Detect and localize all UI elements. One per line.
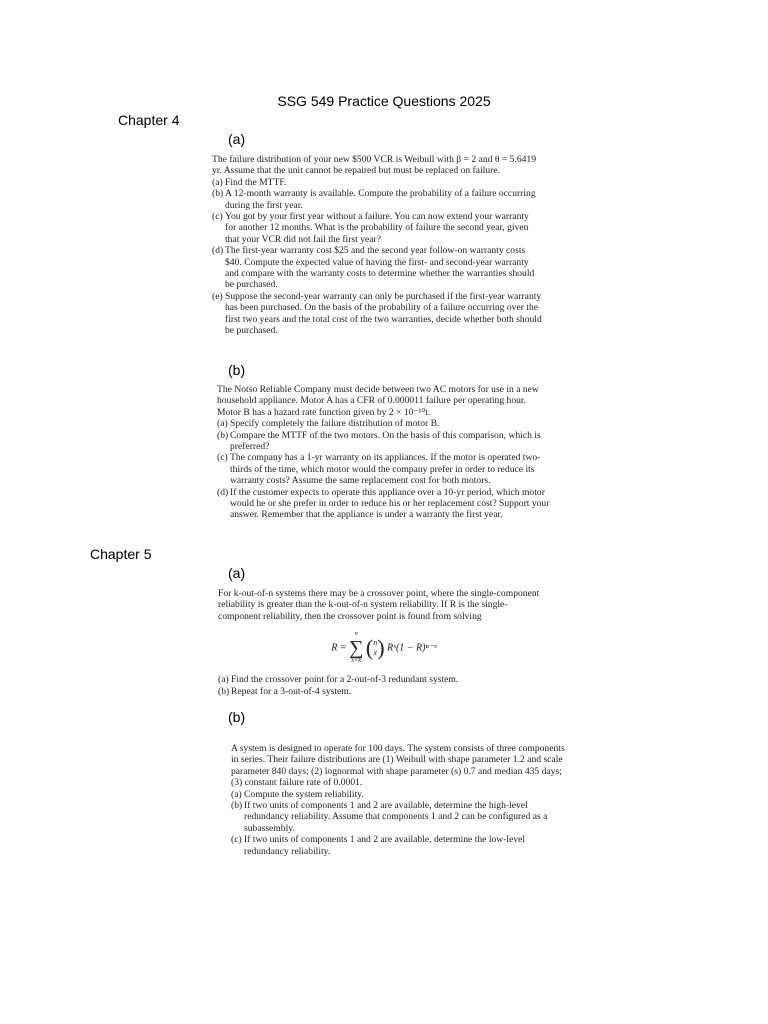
binom-open-paren: ( [365, 635, 374, 661]
ch4-problem-b-label: (b) [228, 362, 246, 378]
document-title: SSG 549 Practice Questions 2025 [277, 93, 491, 109]
sigma-symbol: ∑ [349, 637, 364, 660]
problem-intro: The Notso Reliable Company must decide between two AC motors for use in a new household appliance. Motor A has a CFR of 0.000011 failure per operating hour. Motor B has a hazard rate function given by 2 × 10⁻¹⁰t. [217, 384, 539, 418]
ch4-problem-a-label: (a) [228, 131, 246, 147]
ch5-problem-a-label: (a) [228, 565, 246, 581]
sum-operator [349, 630, 363, 666]
binom-close-paren: ) [377, 635, 385, 661]
formula-rhs: Rˣ(1 − R)ⁿ⁻ˣ [387, 642, 437, 654]
crossover-formula [218, 630, 550, 666]
problem-part: (b) Repeat for a 3-out-of-4 system. [218, 685, 352, 697]
ch4-problem-a [212, 154, 542, 337]
problem-part: (b) A 12-month warranty is available. Compute the probability of a failure occurring during the first year. [212, 188, 536, 211]
problem-parts [218, 674, 550, 697]
sum-lower-limit: x=k [351, 658, 361, 665]
problem-parts [217, 418, 551, 521]
problem-part: (c) The company has a 1-yr warranty on its appliances. If the motor is operated two-thirds of the time, which motor would the company prefer in order to reduce its warranty costs? Assume the same replacement cost for both motors. [217, 452, 541, 487]
problem-part: (b) If two units of components 1 and 2 are available, determine the high-level redundancy reliability. Assume that components 1 and 2 can be configured as a subassembly. [231, 800, 548, 834]
problem-part: (d) The first-year warranty cost $25 and the second year follow-on warranty costs $40. Compute the expected value of having the first- and second-year warranty and compare with the warranty costs to determine whether the warranties should be purchased. [212, 245, 535, 291]
problem-parts [231, 789, 565, 857]
problem-intro: A system is designed to operate for 100 days. The system consists of three components in series. Their failure distributions are (1) Weibull with shape parameter 1.2 and scale parameter 840 days; (2) lognormal with shape parameter (s) 0.7 and median 435 days; (3) constant failure rate of 0.0001. [231, 743, 565, 789]
chapter-4-heading: Chapter 4 [118, 112, 180, 128]
problem-part: (a) Find the MTTF. [212, 176, 287, 188]
problem-intro: For k-out-of-n systems there may be a crossover point, where the single-component reliability is greater than the k-out-of-n system reliability. If R is the single-component reliability, then the crossover point is found from solving [218, 588, 540, 622]
problem-intro: The failure distribution of your new $500 VCR is Weibull with β = 2 and θ = 5.6419 yr. Assume that the unit cannot be repaired but must be replaced on failure. [212, 154, 537, 177]
problem-part: (d) If the customer expects to operate this appliance over a 10-yr period, which motor would he or she prefer in order to reduce his or her replacement cost? Support your answer. Remember that the appliance is under a warranty the first year. [217, 486, 550, 521]
binom-top: n [373, 638, 378, 648]
ch4-problem-b [217, 384, 551, 521]
problem-part: (e) Suppose the second-year warranty can only be purchased if the first-year warranty has been purchased. On the basis of the probability of a failure occurring over the first two years and the total cost of the two warranties, decide whether both should be purchased. [212, 290, 542, 337]
ch5-problem-b [231, 743, 565, 857]
problem-part: (b) Compare the MTTF of the two motors. On the basis of this comparison, which is preferred? [217, 429, 541, 453]
problem-part: (a) Specify completely the failure distribution of motor B. [217, 418, 440, 430]
problem-part: (c) You got by your first year without a failure. You can now extend your warranty for another 12 months. What is the probability of failure the second year, given that your VCR did not fail the first year? [212, 211, 529, 245]
chapter-5-heading: Chapter 5 [90, 546, 152, 562]
formula-lhs: R = [331, 642, 347, 654]
problem-part: (a) Find the crossover point for a 2-out-of-3 redundant system. [218, 674, 459, 686]
binom-bottom: x [373, 648, 377, 658]
problem-part: (c) If two units of components 1 and 2 are available, determine the low-level redundancy reliability. [231, 834, 526, 857]
sum-upper-limit: n [354, 631, 358, 638]
ch5-problem-b-label: (b) [228, 709, 246, 725]
ch5-problem-a [218, 588, 550, 697]
problem-part: (a) Compute the system reliability. [231, 788, 364, 800]
problem-parts [212, 177, 542, 337]
